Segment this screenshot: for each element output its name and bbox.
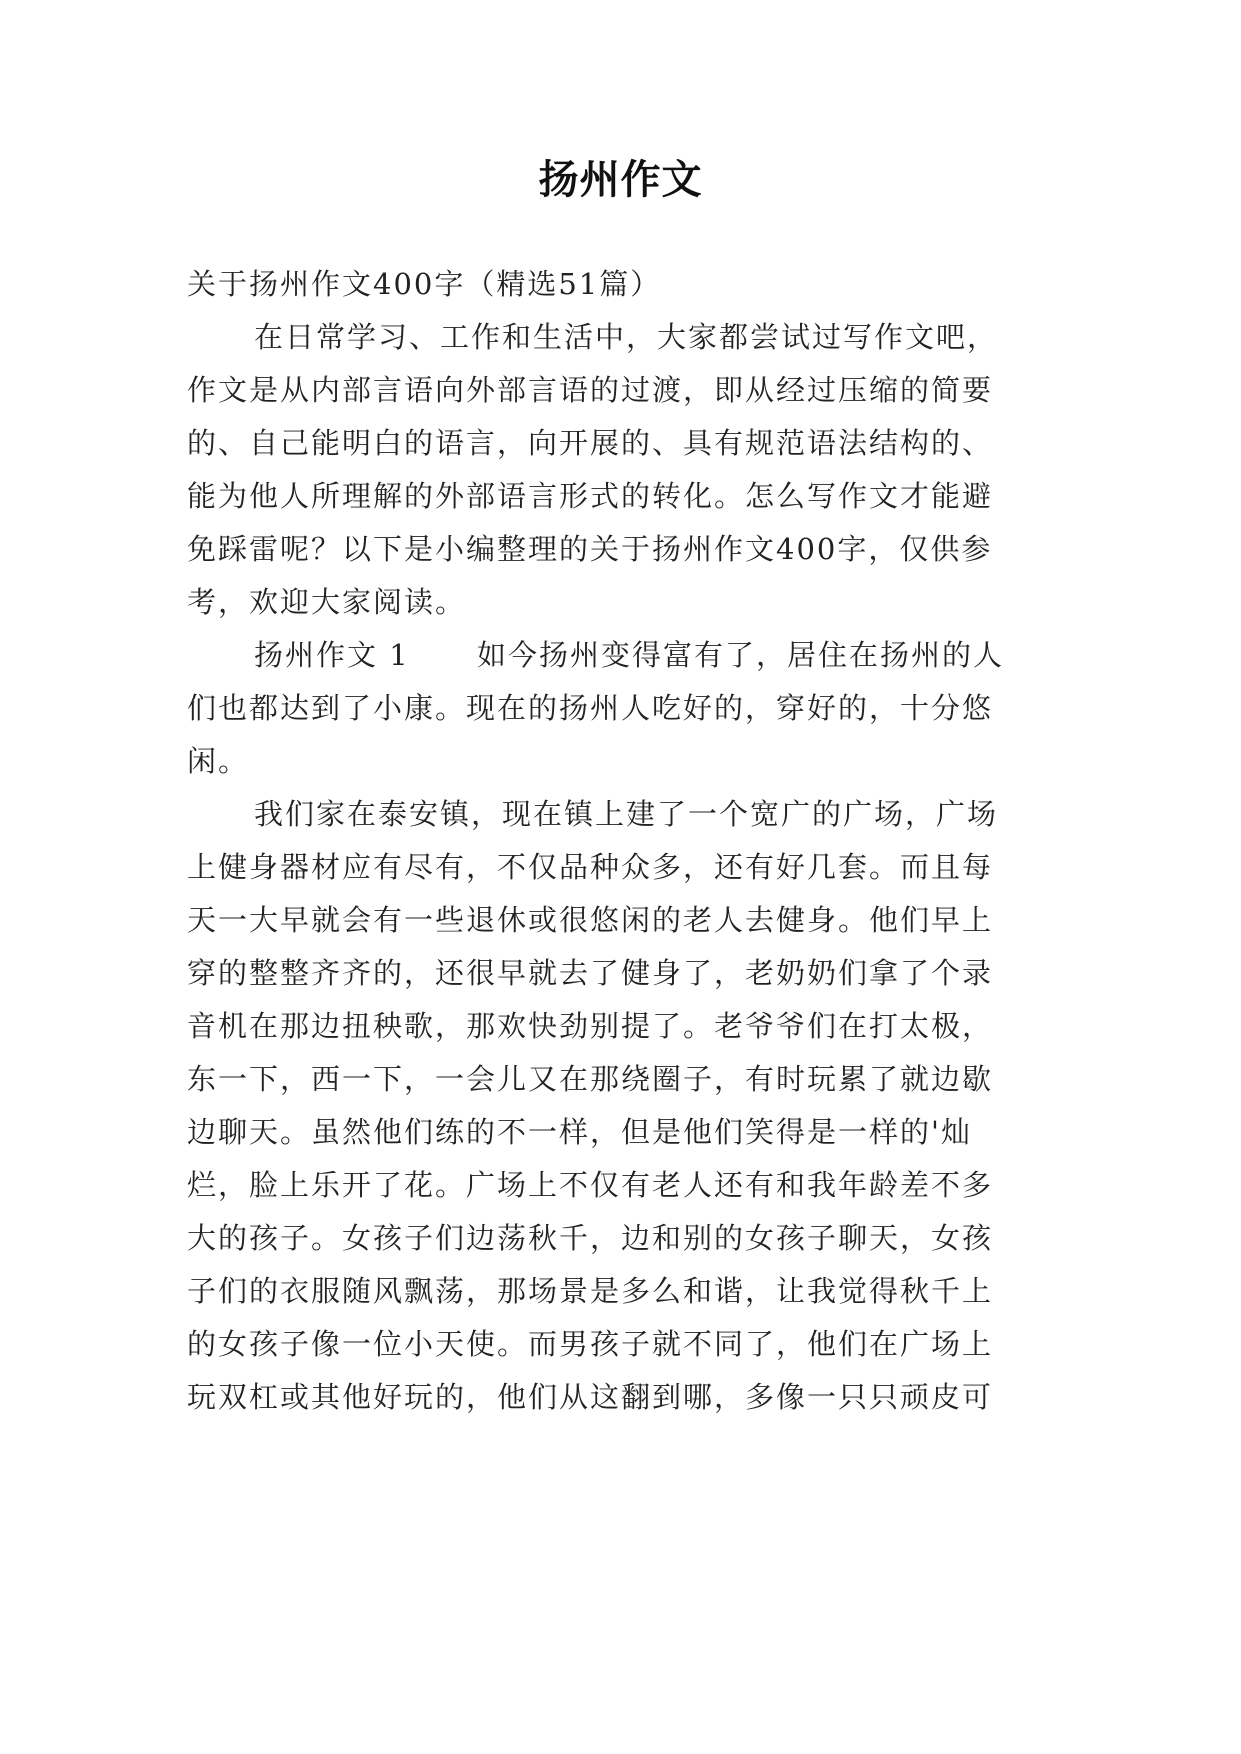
body-line: 子们的衣服随风飘荡，那场景是多么和谐，让我觉得秋千上 [187, 1274, 994, 1308]
body-line: 能为他人所理解的外部语言形式的转化。怎么写作文才能避 [187, 479, 994, 513]
body-line: 穿的整整齐齐的，还很早就去了健身了，老奶奶们拿了个录 [187, 956, 994, 990]
section-heading-line: 扬州作文 1 如今扬州变得富有了，居住在扬州的人 [254, 638, 1004, 672]
body-line: 免踩雷呢？以下是小编整理的关于扬州作文400字，仅供参 [187, 532, 993, 566]
body-line: 考，欢迎大家阅读。 [187, 585, 467, 619]
body-line: 上健身器材应有尽有，不仅品种众多，还有好几套。而且每 [187, 850, 994, 884]
body-line: 我们家在泰安镇，现在镇上建了一个宽广的广场，广场 [254, 797, 999, 831]
body-line: 音机在那边扭秧歌，那欢快劲别提了。老爷爷们在打太极， [187, 1009, 994, 1043]
body-line: 烂，脸上乐开了花。广场上不仅有老人还有和我年龄差不多 [187, 1168, 994, 1202]
body-line: 玩双杠或其他好玩的，他们从这翻到哪，多像一只只顽皮可 [187, 1380, 994, 1414]
body-line: 的、自己能明白的语言，向开展的、具有规范语法结构的、 [187, 426, 994, 460]
body-line: 大的孩子。女孩子们边荡秋千，边和别的女孩子聊天，女孩 [187, 1221, 994, 1255]
body-line: 边聊天。虽然他们练的不一样，但是他们笑得是一样的'灿 [187, 1115, 972, 1149]
body-line: 作文是从内部言语向外部言语的过渡，即从经过压缩的简要 [187, 373, 994, 407]
body-line: 的女孩子像一位小天使。而男孩子就不同了，他们在广场上 [187, 1327, 994, 1361]
body-line: 东一下，西一下，一会儿又在那绕圈子，有时玩累了就边歇 [187, 1062, 994, 1096]
body-line: 天一大早就会有一些退休或很悠闲的老人去健身。他们早上 [187, 903, 994, 937]
document-subtitle: 关于扬州作文400字（精选51篇） [187, 267, 662, 301]
body-line: 在日常学习、工作和生活中，大家都尝试过写作文吧， [254, 320, 999, 354]
document-title: 扬州作文 [538, 157, 703, 203]
body-line: 们也都达到了小康。现在的扬州人吃好的，穿好的，十分悠 [187, 691, 994, 725]
body-line: 闲。 [187, 744, 250, 778]
